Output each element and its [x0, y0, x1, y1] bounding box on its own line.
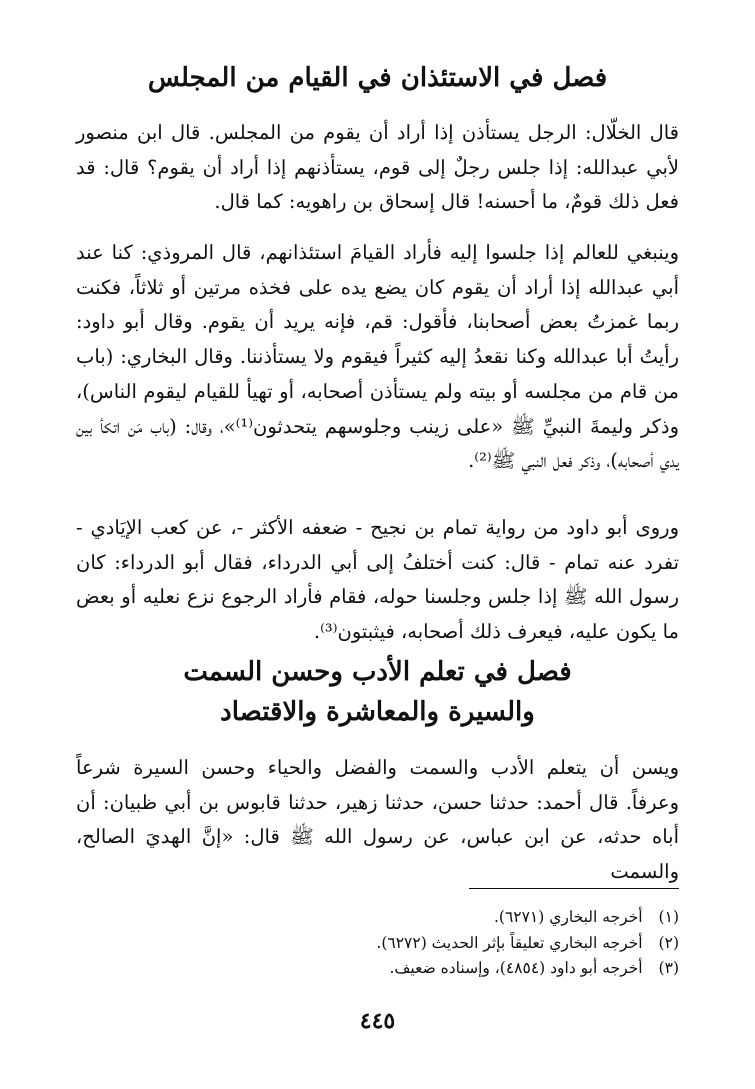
- paragraph-khallal: قال الخلّال: الرجل يستأذن إذا أراد أن يقوم من المجلس. قال ابن منصور لأبي عبدالله: إذا جلس رجلٌ إلى قوم، يستأذنهم إذا أراد أن يقوم؟ قال: قد فعل ذلك قومٌ، ما أحسنه! قال إسحاق بن راهويه: كما قال.: [76, 121, 679, 214]
- footnote-text: أخرجه البخاري (٦٢٧١).: [493, 908, 643, 926]
- footnote-divider: [469, 888, 679, 889]
- page-number: ٤٤٥: [359, 1008, 396, 1034]
- footnote-number: (٢): [658, 933, 679, 952]
- footnote-text: أخرجه أبو داود (٤٨٥٤)، وإسناده ضعيف.: [389, 959, 643, 977]
- paragraph-scholar-permission: وينبغي للعالم إذا جلسوا إليه فأراد القيامَ استئذانهم، قال المروذي: كنا عند أبي عبدالله إذا أراد أن يقوم كان يضع يده على فخذه مرتين أو ثلاثاً، فكنت ربما غمزتُ بعض أصحابنا، فأقول: قم، فإنه يريد أن يقوم. وقال أبو داود: رأيتُ أبا عبدالله وكنا نقعدُ إليه كثيراً فيقوم ولا يستأذننا. وقال البخاري: (باب من قام من مجلسه أو بيته ولم يستأذن أصحابه، أو تهيأ للقيام ليقوم الناس)، وذكر وليمةَ النبيِّ ﷺ «على زينب وجلوسهم يتحدثون⁽¹⁾»، وقال: (باب مَن اتكأ بين يدي أصحابه)، وذكر فعل النبي ﷺ⁽²⁾.: [76, 241, 680, 473]
- footnotes-list: [120, 905, 679, 982]
- section-title-line-1: فصل في تعلم الأدب وحسن السمت: [183, 657, 572, 687]
- footnote-item: [120, 931, 679, 957]
- footnote-item: [120, 956, 679, 982]
- footnote-item: [120, 905, 679, 931]
- footnote-number: (٣): [658, 959, 679, 977]
- section-title-permission: فصل في الاستئذان في القيام من المجلس: [147, 63, 608, 93]
- paragraph-learning-manners: ويسن أن يتعلم الأدب والسمت والفضل والحياء وحسن السيرة شرعاً وعرفاً. قال أحمد: حدثنا حسن، حدثنا زهير، حدثنا قابوس بن أبي ظبيان: أن أباه حدثه، عن ابن عباس، عن رسول الله ﷺ قال: «إنَّ الهديَ الصالح، والسمت: [76, 756, 679, 884]
- footnote-text: أخرجه البخاري تعليقاً بإثر الحديث (٦٢٧٢).: [376, 933, 643, 952]
- footnote-number: (١): [658, 908, 679, 926]
- section-title-manners: [60, 652, 695, 732]
- section-title-line-2: والسيرة والمعاشرة والاقتصاد: [220, 697, 535, 727]
- paragraph-abu-dawud-narration: وروى أبو داود من رواية تمام بن نجيح - ضعفه الأكثر -، عن كعب الإيَادي - تفرد عنه تمام - قال: كنت أختلفُ إلى أبي الدرداء، فقال أبو الدرداء: كان رسول الله ﷺ إذا جلس وجلسنا حوله، فقام فأراد الرجوع نزع نعليه أو بعض ما يكون عليه، فيعرف ذلك أصحابه، فيثبتون⁽³⁾.: [76, 516, 679, 644]
